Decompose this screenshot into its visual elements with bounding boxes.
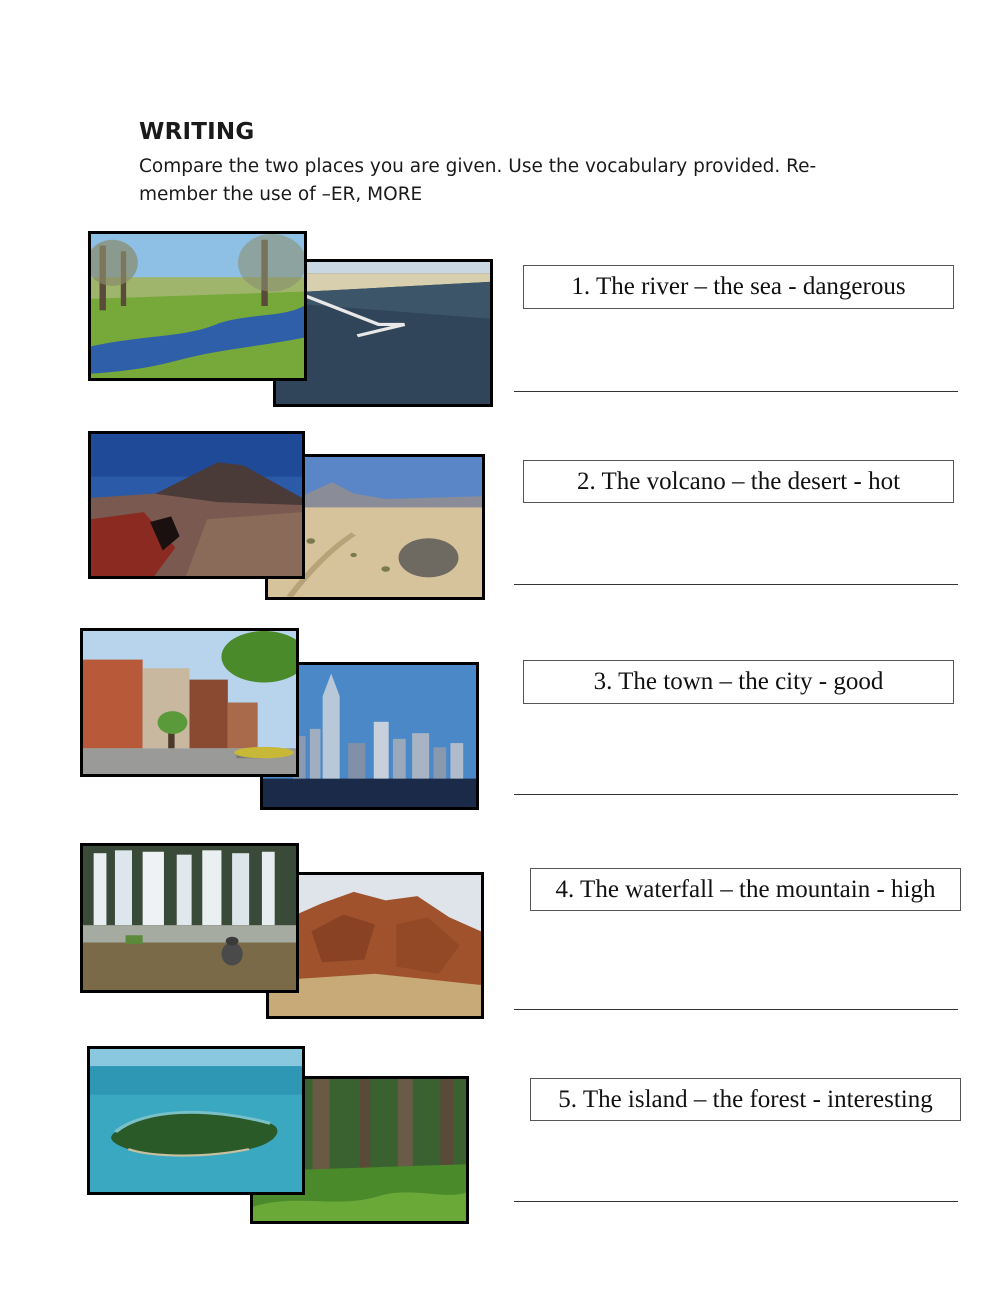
volcano-photo — [88, 431, 305, 579]
prompt-3-text: 3. The town – the city - good — [593, 668, 884, 695]
instruction-line-1: Compare the two places you are given. Use the vocabulary provided. Re- — [139, 156, 817, 177]
answer-line-1[interactable] — [514, 391, 958, 392]
prompt-3 — [523, 660, 954, 704]
answer-line-2[interactable] — [514, 584, 958, 585]
town-photo — [80, 628, 299, 777]
answer-line-3[interactable] — [514, 794, 958, 795]
answer-line-5[interactable] — [514, 1201, 958, 1202]
prompt-1 — [523, 265, 954, 309]
prompt-5-text: 5. The island – the forest - interesting — [558, 1085, 933, 1113]
island-photo — [87, 1046, 305, 1195]
prompt-2 — [523, 460, 954, 503]
river-photo — [88, 231, 307, 381]
prompt-1-text: 1. The river – the sea - dangerous — [571, 273, 906, 300]
answer-line-4[interactable] — [514, 1009, 958, 1010]
prompt-4-text: 4. The waterfall – the mountain - high — [555, 875, 936, 903]
prompt-2-text: 2. The volcano – the desert - hot — [576, 467, 901, 495]
worksheet-heading: WRITING — [139, 119, 255, 145]
instructions — [139, 153, 829, 209]
prompt-4 — [530, 868, 961, 911]
prompt-5 — [530, 1078, 961, 1121]
waterfall-photo — [80, 843, 299, 993]
instruction-line-2: member the use of –ER, MORE — [139, 184, 423, 205]
